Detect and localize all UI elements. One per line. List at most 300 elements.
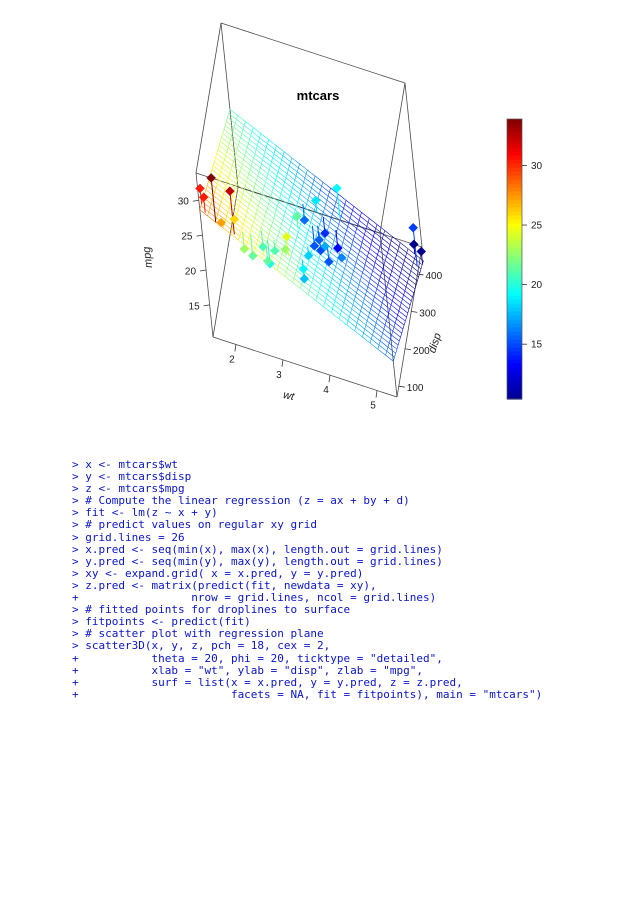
code-line: > fit <- lm(z ~ x + y)	[72, 506, 218, 520]
plane-grid-line	[327, 291, 328, 295]
plane-grid-line	[324, 273, 332, 279]
plane-grid-line	[220, 202, 221, 206]
plane-grid-line	[387, 351, 395, 357]
plane-grid-line	[388, 249, 389, 253]
plane-grid-line	[373, 301, 381, 307]
code-line: > scatter3D(x, y, z, pch = 18, cex = 2,	[72, 639, 331, 653]
plane-grid-line	[289, 264, 297, 270]
plane-grid-line	[221, 198, 222, 202]
colorbar-segment	[507, 215, 522, 220]
colorbar-segment	[507, 267, 522, 272]
plane-grid-line	[230, 109, 238, 115]
plane-grid-line	[394, 327, 402, 333]
plane-grid-line	[290, 192, 291, 196]
plane-grid-line	[379, 311, 380, 315]
plane-grid-line	[325, 303, 333, 309]
plane-grid-line	[300, 190, 301, 194]
plane-grid-line	[275, 146, 276, 150]
plane-grid-line	[284, 152, 292, 158]
plane-grid-line	[207, 186, 215, 192]
z-tick-label: 25	[181, 231, 193, 243]
plane-grid-line	[217, 184, 225, 190]
plane-grid-line	[318, 258, 319, 262]
plane-grid-line	[283, 156, 291, 162]
plane-grid-line	[206, 186, 207, 190]
plane-grid-line	[276, 146, 284, 152]
plane-grid-line	[369, 283, 377, 289]
colorbar-segment	[507, 243, 522, 248]
plane-grid-line	[307, 200, 308, 204]
plane-grid-line	[349, 253, 357, 259]
plane-grid-line	[397, 285, 405, 291]
plane-grid-line	[255, 184, 263, 190]
plane-grid-line	[258, 176, 266, 182]
plane-grid-line	[371, 339, 379, 345]
plane-grid-line	[372, 305, 380, 311]
plane-grid-line	[267, 204, 268, 208]
plane-grid-line	[385, 261, 393, 267]
code-line: > y.pred <- seq(min(y), max(y), length.out = grid.lines)	[72, 554, 443, 568]
plane-grid-line	[385, 231, 393, 237]
plane-grid-line	[359, 285, 367, 291]
plane-grid-line	[241, 232, 249, 238]
plane-grid-line	[380, 337, 381, 341]
colorbar-segment	[507, 355, 522, 360]
plane-grid-line	[301, 190, 309, 196]
plane-grid-line	[380, 307, 381, 311]
plane-grid-line	[369, 279, 370, 283]
plane-grid-line	[401, 299, 402, 303]
plane-grid-line	[309, 287, 310, 291]
plane-grid-line	[240, 202, 248, 208]
plane-grid-line	[253, 222, 261, 228]
plane-grid-line	[316, 301, 324, 307]
plane-grid-line	[353, 240, 361, 246]
plane-grid-line	[311, 218, 312, 222]
plane-grid-line	[296, 202, 297, 206]
plane-grid-line	[277, 176, 285, 182]
z-tick-label: 30	[177, 196, 189, 208]
plane-grid-line	[300, 164, 308, 170]
plane-grid-line	[217, 150, 218, 154]
plane-grid-line	[376, 289, 377, 293]
plane-grid-line	[252, 196, 260, 202]
plane-grid-line	[331, 309, 332, 313]
plane-grid-line	[377, 315, 378, 319]
plane-grid-line	[364, 269, 372, 275]
plane-grid-line	[362, 238, 363, 242]
plane-grid-line	[337, 289, 338, 293]
plane-grid-line	[410, 271, 411, 275]
plane-grid-line	[410, 275, 418, 281]
plane-grid-line	[392, 331, 393, 335]
plane-grid-line	[285, 182, 293, 188]
plane-grid-line	[292, 188, 300, 194]
plane-grid-line	[269, 170, 277, 176]
plane-grid-line	[346, 200, 354, 206]
colorbar-tick-label: 30	[531, 160, 543, 172]
plane-grid-line	[242, 224, 243, 228]
plane-grid-line	[236, 154, 244, 160]
tick-mark	[200, 270, 206, 271]
plane-grid-line	[301, 250, 302, 254]
plane-grid-line	[370, 313, 378, 319]
colorbar-segment	[507, 159, 522, 164]
plane-grid-line	[218, 210, 219, 214]
plane-grid-line	[255, 150, 256, 154]
plane-grid-line	[251, 166, 259, 172]
plane-grid-line	[398, 315, 406, 321]
plane-grid-line	[302, 285, 310, 291]
plane-grid-line	[390, 309, 398, 315]
plane-grid-line	[311, 248, 312, 252]
plane-grid-line	[356, 327, 364, 333]
chart-title: mtcars	[296, 88, 340, 103]
plane-grid-line	[360, 281, 368, 287]
plane-grid-line	[241, 168, 249, 174]
plane-grid-line	[312, 218, 320, 224]
plane-grid-line	[349, 287, 357, 293]
plane-grid-line	[367, 257, 375, 263]
plane-grid-line	[214, 192, 215, 196]
plane-grid-line	[359, 281, 360, 285]
colorbar-segment	[507, 155, 522, 160]
plane-grid-line	[266, 144, 267, 148]
plane-grid-line	[362, 303, 363, 307]
plane-grid-line	[382, 299, 383, 303]
colorbar-segment	[507, 331, 522, 336]
plane-grid-line	[365, 291, 366, 295]
plane-grid-line	[247, 144, 248, 148]
plane-grid-line	[300, 254, 301, 258]
colorbar-segment	[507, 379, 522, 384]
plane-grid-line	[264, 186, 272, 192]
plane-grid-line	[386, 317, 387, 321]
plane-grid-line	[271, 196, 279, 202]
plane-grid-line	[366, 230, 374, 236]
plane-grid-line	[384, 325, 385, 329]
regression-plane	[200, 109, 424, 361]
plane-grid-line	[264, 152, 265, 156]
plane-grid-line	[288, 170, 296, 176]
plane-grid-line	[336, 267, 344, 273]
plane-grid-line	[395, 255, 396, 259]
plane-grid-line	[389, 309, 390, 313]
plane-grid-line	[333, 271, 334, 275]
plane-grid-line	[389, 313, 397, 319]
plane-grid-line	[294, 184, 302, 190]
plane-grid-line	[355, 293, 356, 297]
plane-grid-line	[300, 285, 301, 289]
plane-grid-line	[414, 255, 415, 259]
plane-grid-line	[376, 228, 384, 234]
plane-grid-line	[239, 142, 247, 148]
plane-grid-line	[297, 232, 298, 236]
z-tick-label: 20	[184, 266, 197, 278]
plane-grid-line	[282, 190, 290, 196]
box-edge	[380, 83, 405, 233]
plane-grid-line	[384, 231, 385, 235]
plane-grid-line	[241, 138, 249, 144]
plane-grid-line	[350, 214, 351, 218]
plane-grid-line	[278, 266, 286, 272]
plane-grid-line	[239, 172, 240, 176]
plane-grid-line	[345, 200, 346, 204]
plane-grid-line	[289, 196, 290, 200]
plane-grid-line	[243, 194, 251, 200]
plane-grid-line	[343, 269, 344, 273]
plane-grid-line	[298, 232, 306, 238]
plane-grid-line	[334, 267, 335, 271]
colorbar-segment	[507, 271, 522, 276]
plane-grid-line	[305, 238, 306, 242]
plane-grid-line	[349, 313, 350, 317]
plane-grid-line	[341, 277, 342, 281]
plane-grid-line	[278, 232, 279, 236]
plane-grid-line	[277, 270, 285, 276]
plane-grid-line	[320, 220, 321, 224]
plane-grid-line	[200, 210, 208, 216]
plane-grid-line	[226, 117, 227, 121]
plane-grid-line	[273, 184, 274, 188]
plane-grid-line	[362, 242, 370, 248]
plane-grid-line	[329, 188, 330, 192]
plane-grid-line	[233, 158, 234, 162]
plane-grid-line	[389, 279, 397, 285]
plane-grid-line	[406, 253, 407, 257]
plane-grid-line	[286, 208, 294, 214]
plane-grid-line	[274, 180, 275, 184]
plane-grid-line	[376, 323, 384, 329]
colorbar-tick-label: 25	[531, 220, 543, 232]
plane-grid-line	[311, 188, 319, 194]
plane-grid-line	[404, 291, 405, 295]
plane-grid-line	[376, 293, 384, 299]
plane-grid-line	[323, 208, 324, 212]
plane-grid-line	[290, 226, 298, 232]
plane-grid-line	[384, 261, 385, 265]
plane-grid-line	[397, 255, 405, 261]
plane-grid-line	[230, 170, 231, 174]
plane-grid-line	[392, 271, 400, 277]
plane-grid-line	[250, 170, 258, 176]
data-point	[300, 216, 309, 225]
plane-grid-line	[310, 222, 311, 226]
plane-grid-line	[326, 299, 334, 305]
plane-grid-line	[240, 168, 241, 172]
plane-grid-line	[230, 140, 238, 146]
plane-grid-line	[215, 158, 223, 164]
plane-grid-line	[277, 172, 278, 176]
plane-grid-line	[414, 259, 422, 265]
plane-grid-line	[302, 246, 303, 250]
plane-grid-line	[404, 295, 412, 301]
scatter3d-plot	[0, 0, 638, 440]
plane-grid-line	[344, 204, 345, 208]
plane-grid-line	[343, 242, 351, 248]
plane-grid-line	[370, 343, 378, 349]
plane-grid-line	[401, 303, 409, 309]
plane-grid-line	[278, 262, 279, 266]
plane-grid-line	[265, 216, 273, 222]
plane-grid-line	[340, 315, 348, 321]
plane-grid-line	[393, 331, 401, 337]
colorbar-segment	[507, 219, 522, 224]
plane-grid-line	[397, 251, 398, 255]
plane-grid-line	[291, 256, 299, 262]
plane-grid-line	[371, 305, 372, 309]
plane-grid-line	[240, 172, 248, 178]
plane-grid-line	[261, 224, 262, 228]
plane-grid-line	[316, 232, 317, 236]
plane-grid-line	[363, 234, 364, 238]
plane-grid-line	[205, 190, 206, 194]
plane-grid-line	[361, 247, 369, 253]
plane-grid-line	[388, 279, 389, 283]
plane-grid-line	[274, 150, 275, 154]
plane-grid-line	[251, 200, 259, 206]
plane-grid-line	[328, 291, 336, 297]
plane-grid-line	[398, 311, 399, 315]
code-line: > # Compute the linear regression (z = ax + by + d)	[72, 494, 410, 508]
code-line: + facets = NA, fit = fitpoints), main = "mtcars")	[72, 687, 543, 701]
plane-grid-line	[395, 259, 403, 265]
plane-grid-line	[388, 283, 396, 289]
plane-grid-line	[296, 266, 297, 270]
plane-grid-line	[312, 279, 313, 283]
plane-grid-line	[282, 156, 283, 160]
box-edge	[196, 23, 221, 173]
colorbar-segment	[507, 227, 522, 232]
plane-grid-line	[378, 251, 379, 255]
plane-grid-line	[261, 160, 262, 164]
colorbar-segment	[507, 251, 522, 256]
plane-grid-line	[305, 174, 306, 178]
plane-grid-line	[229, 178, 237, 184]
plane-grid-line	[308, 226, 309, 230]
plane-grid-line	[259, 232, 260, 236]
plane-grid-line	[277, 240, 285, 246]
plane-grid-line	[324, 269, 325, 273]
plane-grid-line	[271, 192, 272, 196]
plane-grid-line	[268, 234, 269, 238]
plane-grid-line	[297, 172, 305, 178]
plane-grid-line	[252, 226, 260, 232]
plane-grid-line	[278, 172, 286, 178]
plane-grid-line	[249, 170, 250, 174]
plane-grid-line	[351, 214, 359, 220]
plane-grid-line	[290, 260, 298, 266]
plane-grid-line	[371, 335, 372, 339]
plane-grid-line	[293, 244, 294, 248]
plane-grid-line	[248, 178, 256, 184]
plane-grid-line	[251, 136, 259, 142]
plane-grid-line	[321, 220, 329, 226]
data-point	[282, 232, 291, 241]
code-line: > # predict values on regular xy grid	[72, 518, 318, 532]
plane-grid-line	[385, 295, 393, 301]
plane-grid-line	[381, 303, 382, 307]
plane-grid-line	[208, 216, 216, 222]
plane-grid-line	[358, 255, 366, 261]
plane-grid-line	[339, 220, 340, 224]
plane-grid-line	[222, 168, 230, 174]
plane-grid-line	[352, 271, 353, 275]
plane-grid-line	[340, 311, 341, 315]
colorbar-segment	[507, 235, 522, 240]
plane-grid-line	[357, 259, 365, 265]
plane-grid-line	[315, 176, 323, 182]
plane-grid-line	[258, 202, 259, 206]
plane-grid-line	[254, 154, 255, 158]
plane-grid-line	[257, 206, 258, 210]
plane-grid-line	[317, 266, 325, 272]
plane-grid-line	[367, 291, 375, 297]
plane-grid-line	[358, 285, 359, 289]
plane-grid-line	[289, 162, 290, 166]
plane-grid-line	[317, 297, 325, 303]
plane-grid-line	[351, 279, 359, 285]
plane-grid-line	[228, 113, 229, 117]
plane-grid-line	[350, 313, 358, 319]
plane-grid-line	[336, 202, 344, 208]
plane-grid-line	[329, 252, 330, 256]
plane-grid-line	[327, 196, 328, 200]
plane-grid-line	[260, 168, 268, 174]
plane-grid-line	[229, 174, 230, 178]
plane-grid-line	[357, 289, 358, 293]
plane-grid-line	[402, 299, 410, 305]
plane-grid-line	[250, 230, 251, 234]
plane-grid-line	[407, 249, 408, 253]
plane-grid-line	[298, 168, 306, 174]
plane-grid-line	[346, 265, 354, 271]
plane-grid-line	[355, 267, 363, 273]
plane-grid-line	[270, 230, 278, 236]
plane-grid-line	[373, 237, 381, 243]
plane-grid-line	[320, 186, 321, 190]
plane-grid-line	[301, 224, 309, 230]
plane-grid-line	[371, 275, 379, 281]
plane-grid-line	[214, 158, 215, 162]
plane-grid-line	[329, 192, 337, 198]
plane-grid-line	[211, 200, 212, 204]
plane-grid-line	[285, 276, 293, 282]
plane-grid-line	[381, 239, 382, 243]
plane-grid-line	[407, 283, 415, 289]
plane-grid-line	[233, 162, 241, 168]
plane-grid-line	[265, 148, 266, 152]
plane-grid-line	[224, 156, 225, 160]
plane-grid-line	[263, 160, 271, 166]
plane-grid-line	[403, 261, 404, 265]
plane-grid-line	[366, 325, 374, 331]
plane-grid-line	[352, 309, 360, 315]
plane-grid-line	[345, 265, 346, 269]
plane-grid-line	[305, 204, 306, 208]
code-line: > y <- mtcars$disp	[72, 470, 192, 484]
plane-grid-line	[332, 279, 340, 285]
plane-grid-line	[342, 311, 350, 317]
plane-grid-line	[295, 180, 303, 186]
plane-grid-line	[411, 297, 412, 301]
plane-grid-line	[221, 172, 229, 178]
plane-grid-line	[342, 246, 350, 252]
plane-grid-line	[292, 248, 293, 252]
plane-grid-line	[227, 152, 235, 158]
plane-grid-line	[279, 228, 280, 232]
plane-grid-line	[342, 242, 343, 246]
